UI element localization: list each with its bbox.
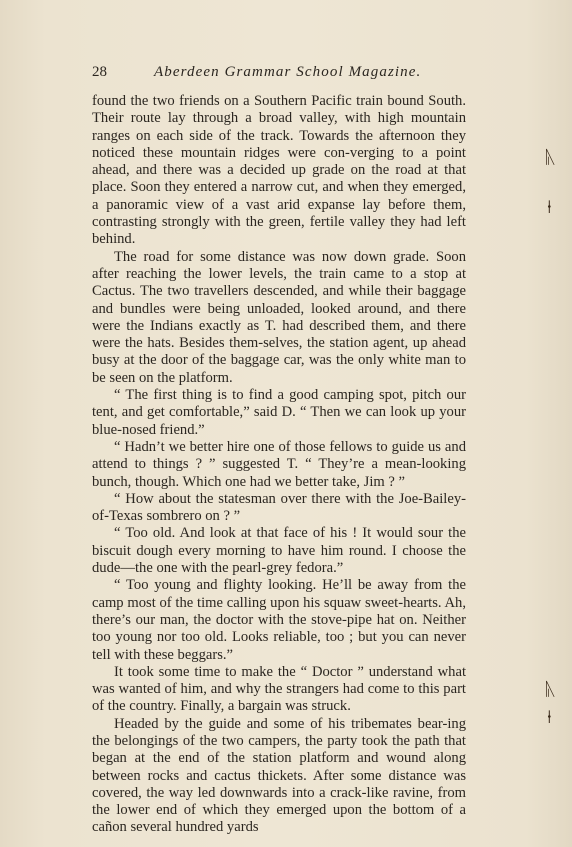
page-number: 28 (92, 64, 107, 80)
paragraph: “ The first thing is to find a good camping spot, pitch our tent, and get comfortable,” said D. “ Then we can look up your blue-nosed friend.” (92, 387, 466, 438)
article-body (92, 93, 466, 837)
binding-thread-mark: ᚣ (545, 147, 556, 167)
page-header (92, 64, 472, 84)
paragraph: Headed by the guide and some of his tribemates bear-ing the belongings of the two campers, the party took the path that began at the end of the station platform and wound along between rocks and cactus thickets. After some distance was covered, the way led downwards into a crack-like ravine, from the lower end of which they emerged upon the bottom of a cañon several hundred yards (92, 715, 466, 836)
paragraph: It took some time to make the “ Doctor ” understand what was wanted of him, and why the strangers had come to this part of the country. Finally, a bargain was struck. (92, 663, 466, 715)
running-title: Aberdeen Grammar School Magazine. (154, 64, 422, 80)
paragraph: “ Too young and flighty looking. He’ll be away from the camp most of the time calling upon his squaw sweet-hearts. Ah, there’s our man, the doctor with the stove-pipe hat on. Neither too young nor too old. Looks reliable, too ; but you can never tell with these beggars.” (92, 577, 466, 663)
binding-thread-mark: ᚣ (545, 679, 556, 699)
paragraph: “ Hadn’t we better hire one of those fellows to guide us and attend to things ? ” suggested T. “ They’re a mean-looking bunch, though. Which one had we better take, Jim ? ” (92, 438, 466, 490)
binding-thread-mark: ⍿ (547, 707, 552, 727)
paragraph: The road for some distance was now down grade. Soon after reaching the lower levels, the train came to a stop at Cactus. The two travellers descended, and while their baggage and bundles were being unloaded, looked around, and there were the Indians exactly as T. had described them, and there were the hats. Besides them-selves, the station agent, up ahead busy at the door of the baggage car, was the only white man to be seen on the platform. (92, 248, 466, 386)
binding-thread-mark: ⍿ (547, 197, 552, 217)
paragraph: “ How about the statesman over there with the Joe-Bailey-of-Texas sombrero on ? ” (92, 490, 466, 525)
paragraph: found the two friends on a Southern Pacific train bound South. Their route lay through a broad valley, with high mountain ranges on each side of the track. Towards the afternoon they noticed these mountain ridges were con-verging to a point ahead, and there was a decided up grade on the road at that place. Soon they entered a narrow cut, and when they emerged, a panoramic view of a vast arid expanse lay before them, contrasting strongly with the green, fertile valley they had left behind. (92, 93, 466, 248)
paragraph: “ Too old. And look at that face of his ! It would sour the biscuit dough every morning to have him round. I choose the dude—the one with the pearl-grey fedora.” (92, 525, 466, 577)
